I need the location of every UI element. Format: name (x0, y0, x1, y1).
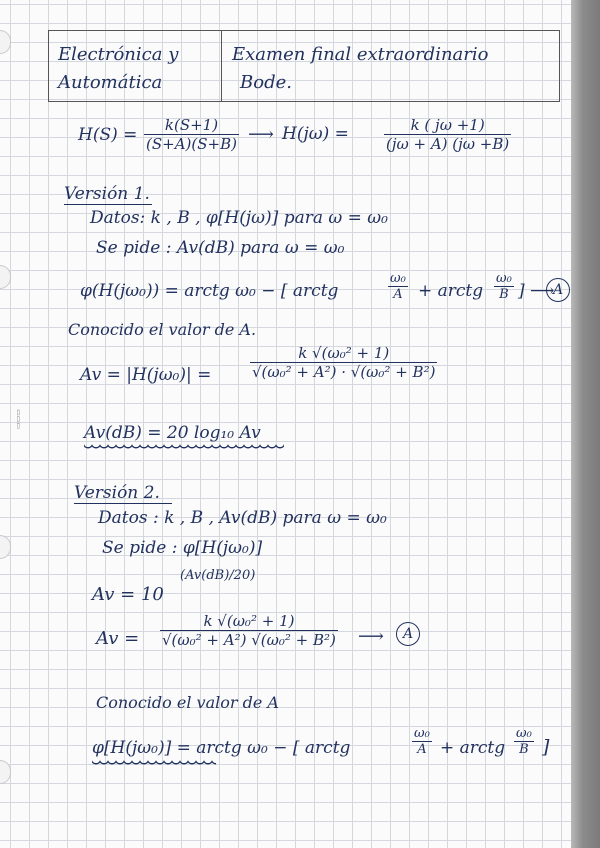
v2-phase-frac2 (514, 726, 534, 757)
circled-a-marker: A (546, 278, 570, 302)
version-1-title: Versión 1. (64, 184, 150, 204)
hs-numerator: k(S+1) (164, 116, 219, 134)
v2-phase-lhs: φ[H(jω₀)] = arctg ω₀ − [ arctg (92, 738, 351, 758)
frac-numerator: ω₀ (414, 726, 430, 741)
hs-lhs: H(S) = (78, 125, 138, 145)
exam-title: Examen final extraordinario (232, 44, 489, 65)
av-denominator: √(ω₀² + A²) √(ω₀² + B²) (162, 631, 336, 649)
hs-denominator: (S+A)(S+B) (146, 135, 237, 153)
v1-plus-arctg: + arctg (418, 281, 484, 301)
scan-edge (571, 0, 600, 848)
hs-fraction (144, 116, 239, 153)
title-underline (74, 503, 172, 504)
subject-line-2: Automática (58, 72, 163, 93)
header-divider (221, 30, 222, 102)
circled-a-marker: A (396, 622, 420, 646)
v1-datos: Datos: k , B , φ[H(jω)] para ω = ω₀ (90, 208, 388, 228)
frac-denominator: B (499, 287, 509, 302)
wavy-underline (92, 760, 216, 768)
frac-denominator: A (393, 287, 403, 302)
av-numerator: k √(ω₀² + 1) (203, 612, 295, 630)
arrow: ⟶ (248, 124, 274, 145)
v1-phase-frac1 (388, 271, 408, 302)
av-numerator: k √(ω₀² + 1) (298, 344, 390, 362)
v1-conocido: Conocido el valor de A. (68, 320, 257, 339)
exam-subtitle: Bode. (240, 72, 292, 93)
version-2-title: Versión 2. (74, 483, 160, 503)
v1-phase-lhs: φ(H(jω₀)) = arctg ω₀ − [ arctg (80, 281, 339, 301)
v1-se-pide: Se pide : Av(dB) para ω = ω₀ (96, 238, 345, 258)
margin-stamp: ▭▭▭ (14, 409, 22, 429)
hjw-numerator: k ( jω +1) (410, 116, 485, 134)
hjw-fraction (384, 116, 511, 153)
v1-av-lhs: Av = |H(jω₀)| = (80, 365, 212, 385)
frac-numerator: ω₀ (390, 271, 406, 286)
v2-av2-lhs: Av = (96, 628, 140, 649)
v2-conocido: Conocido el valor de A (96, 693, 279, 712)
v1-av-fraction (250, 344, 437, 381)
av-denominator: √(ω₀² + A²) · √(ω₀² + B²) (252, 363, 436, 381)
subject-line-1: Electrónica y (58, 44, 179, 65)
frac-numerator: ω₀ (496, 271, 512, 286)
v2-arrow: ⟶ (358, 626, 384, 647)
title-underline (64, 204, 152, 205)
frac-denominator: A (417, 742, 427, 757)
v2-av-base: Av = 10 (92, 584, 164, 605)
v1-phase-frac2 (494, 271, 514, 302)
v1-close-arrow: ] ⟶ (518, 281, 555, 301)
hjw-lhs: H(jω) = (282, 124, 349, 144)
v2-close: ] (542, 736, 550, 758)
v2-plus-arctg: + arctg (440, 738, 506, 758)
v2-phase-frac1 (412, 726, 432, 757)
v2-se-pide: Se pide : φ[H(jω₀)] (102, 538, 263, 558)
v1-avdb: Av(dB) = 20 log₁₀ Av (84, 423, 261, 443)
v2-av-fraction (160, 612, 338, 649)
v2-datos: Datos : k , B , Av(dB) para ω = ω₀ (98, 508, 387, 528)
frac-denominator: B (519, 742, 529, 757)
wavy-underline (84, 444, 284, 452)
v2-av-exponent: (Av(dB)/20) (180, 568, 256, 583)
frac-numerator: ω₀ (516, 726, 532, 741)
hjw-denominator: (jω + A) (jω +B) (386, 135, 510, 153)
